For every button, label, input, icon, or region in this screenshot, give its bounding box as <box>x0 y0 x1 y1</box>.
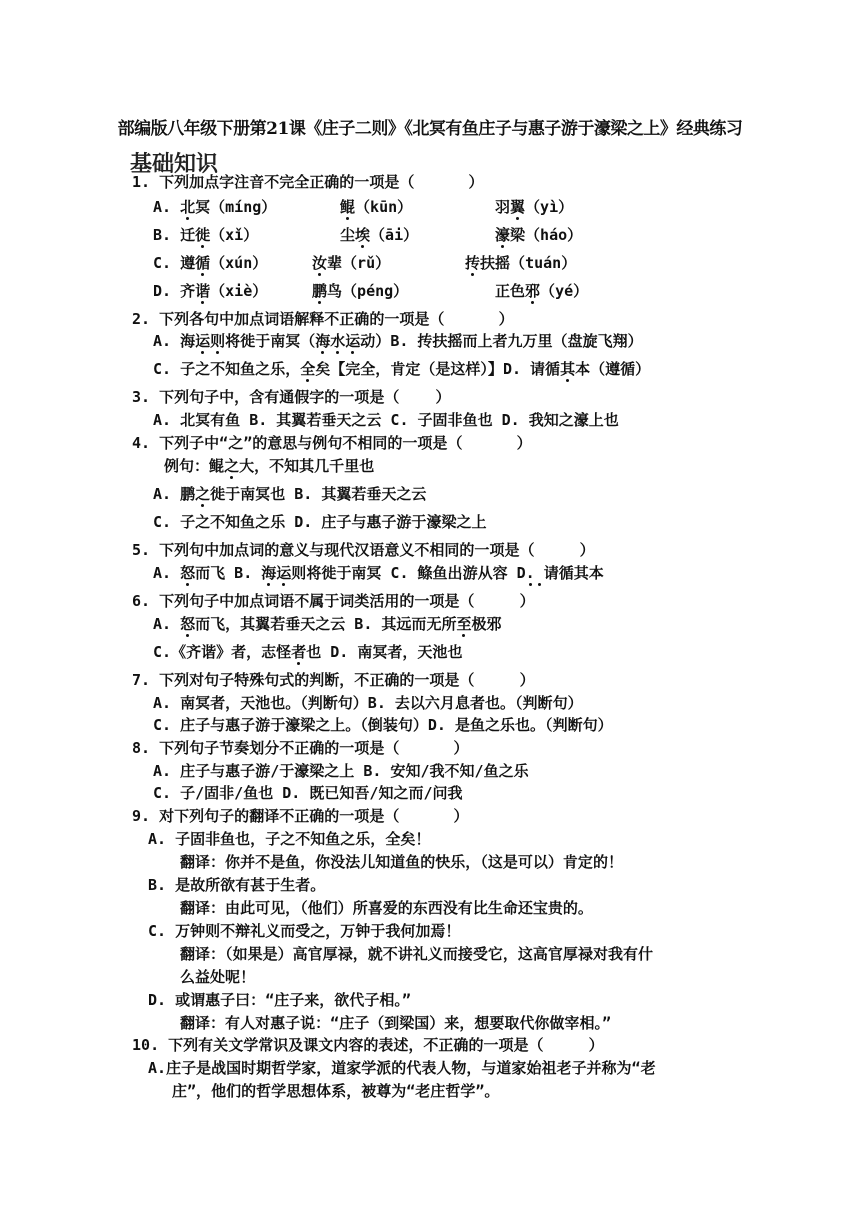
text-line: C. 万钟则不辩礼义而受之，万钟于我何加焉！ <box>148 922 461 940</box>
emphasis-dot-char: 埃 <box>355 226 371 244</box>
emphasis-dot-char: 徙 <box>195 226 211 244</box>
text-line: A. 鹏之徙于南冥也 B. 其翼若垂天之云 <box>153 485 427 503</box>
emphasis-dot-char: 之 <box>195 485 211 503</box>
emphasis-dot-char: 水 <box>330 332 346 350</box>
text-line: 例句：鲲之大，不知其几千里也 <box>164 457 375 475</box>
emphasis-dot-char: 运 <box>276 564 292 582</box>
text-line: C.《齐谐》者，志怪者也 D. 南冥者，天池也 <box>153 643 463 661</box>
text-line: 2. 下列各句中加点词语解释不正确的一项是（ ） <box>132 310 514 328</box>
emphasis-dot-char: 其 <box>560 360 576 378</box>
text-line: 5. 下列句中加点词的意义与现代汉语意义不相同的一项是（ ） <box>132 541 595 559</box>
text-line: 么益处呢！ <box>180 968 256 986</box>
emphasis-dot-char: 之 <box>224 457 240 475</box>
text-line: 翻译：由此可见，（他们）所喜爱的东西没有比生命还宝贵的。 <box>180 899 593 917</box>
document-title: 部编版八年级下册第21课《庄子二则》《北冥有鱼庄子与惠子游于濠梁之上》经典练习 <box>117 119 743 139</box>
text-line: A.庄子是战国时期哲学家，道家学派的代表人物，与道家始祖老子并称为“老 <box>148 1059 656 1077</box>
emphasis-dot-char: 全 <box>300 360 316 378</box>
text-line: A. 北冥（míng） <box>153 198 277 216</box>
text-line: 翻译：你并不是鱼，你没法儿知道鱼的快乐，（这是可以）肯定的！ <box>180 853 623 871</box>
text-line: B. 是故所欲有甚于生者。 <box>148 876 326 894</box>
emphasis-dot-char: 怒 <box>180 564 196 582</box>
text-line: 10. 下列有关文学常识及课文内容的表述，不正确的一项是（ ） <box>132 1036 604 1054</box>
text-line: B. 迁徙（xǐ） <box>153 226 259 244</box>
emphasis-dot-char: 汝 <box>312 254 328 272</box>
text-line: 汝辈（rǔ） <box>312 254 391 272</box>
emphasis-dot-char: 鹏 <box>312 282 328 300</box>
emphasis-dot-char: 鲲 <box>340 198 356 216</box>
text-line: C. 子之不知鱼之乐，全矣【完全，肯定（是这样）】D. 请循其本（遵循） <box>153 360 651 378</box>
text-line: 尘埃（āi） <box>340 226 419 244</box>
text-line: A. 南冥者，天池也。（判断句）B. 去以六月息者也。（判断句） <box>153 694 583 712</box>
text-line: 翻译：有人对惠子说：“庄子（到梁国）来，想要取代你做宰相。” <box>180 1014 611 1032</box>
text-line: D. 齐谐（xiè） <box>153 282 268 300</box>
text-line: A. 子固非鱼也，子之不知鱼之乐，全矣！ <box>148 830 431 848</box>
emphasis-dot-char: 濠 <box>495 226 511 244</box>
text-line: 1. 下列加点字注音不完全正确的一项是（ ） <box>132 173 484 191</box>
text-line: 濠梁（háo） <box>495 226 583 244</box>
text-line: 8. 下列句子节奏划分不正确的一项是（ ） <box>132 739 469 757</box>
emphasis-dot-char: 至 <box>456 615 472 633</box>
text-line: 鹏鸟（péng） <box>312 282 409 300</box>
text-line: 庄”，他们的哲学思想体系，被尊为“老庄哲学”。 <box>172 1082 500 1100</box>
emphasis-dot-char: 海 <box>261 564 277 582</box>
text-line: 6. 下列句子中加点词语不属于词类活用的一项是（ ） <box>132 592 535 610</box>
text-line: C. 遵循（xún） <box>153 254 268 272</box>
emphasis-dot-char: 抟 <box>465 254 481 272</box>
emphasis-dot-char: 北 <box>180 198 196 216</box>
text-line: A. 海运则将徙于南冥（海水运动）B. 抟扶摇而上者九万里（盘旋飞翔） <box>153 332 643 350</box>
text-line: 正色邪（yé） <box>495 282 589 300</box>
emphasis-dot-char: 运 <box>345 332 361 350</box>
emphasis-dot-char: 运 <box>195 332 211 350</box>
text-line: A. 怒而飞 B. 海运则将徙于南冥 C. 鲦鱼出游从容 D. 请循其本 <box>153 564 604 582</box>
text-line: 抟扶摇（tuán） <box>465 254 577 272</box>
emphasis-dot-char: 则 <box>210 332 226 350</box>
emphasis-dot-char: 邪 <box>525 282 541 300</box>
emphasis-dot-char: 者 <box>291 643 307 661</box>
text-line: 9. 对下列句子的翻译不正确的一项是（ ） <box>132 807 469 825</box>
text-line: 鲲（kūn） <box>340 198 413 216</box>
emphasis-dot-char <box>535 564 544 582</box>
text-line: A. 庄子与惠子游/于濠梁之上 B. 安知/我不知/鱼之乐 <box>153 762 529 780</box>
text-line: 翻译：（如果是）高官厚禄，就不讲礼义而接受它，这高官厚禄对我有什 <box>180 945 653 963</box>
text-line: A. 北冥有鱼 B. 其翼若垂天之云 C. 子固非鱼也 D. 我知之濠上也 <box>153 411 619 429</box>
emphasis-dot-char: . <box>525 564 535 582</box>
text-line: C. 子/固非/鱼也 D. 既已知吾/知之而/问我 <box>153 784 463 802</box>
text-line: 7. 下列对句子特殊句式的判断，不正确的一项是（ ） <box>132 671 535 689</box>
emphasis-dot-char: 翼 <box>510 198 526 216</box>
text-line: 羽翼（yì） <box>495 198 574 216</box>
text-line: 3. 下列句子中，含有通假字的一项是（ ） <box>132 388 451 406</box>
emphasis-dot-char: 海 <box>315 332 331 350</box>
emphasis-dot-char: 怒 <box>180 615 196 633</box>
section-heading: 基础知识 <box>130 151 219 177</box>
text-line: C. 庄子与惠子游于濠梁之上。（倒装句）D. 是鱼之乐也。（判断句） <box>153 716 613 734</box>
text-line: 4. 下列子中“之”的意思与例句不相同的一项是（ ） <box>132 434 532 452</box>
text-line: D. 或谓惠子曰：“庄子来，欲代子相。” <box>148 991 411 1009</box>
emphasis-dot-char: 循 <box>195 254 211 272</box>
text-line: C. 子之不知鱼之乐 D. 庄子与惠子游于濠梁之上 <box>153 513 487 531</box>
text-line: A. 怒而飞，其翼若垂天之云 B. 其远而无所至极邪 <box>153 615 502 633</box>
emphasis-dot-char: 谐 <box>195 282 211 300</box>
